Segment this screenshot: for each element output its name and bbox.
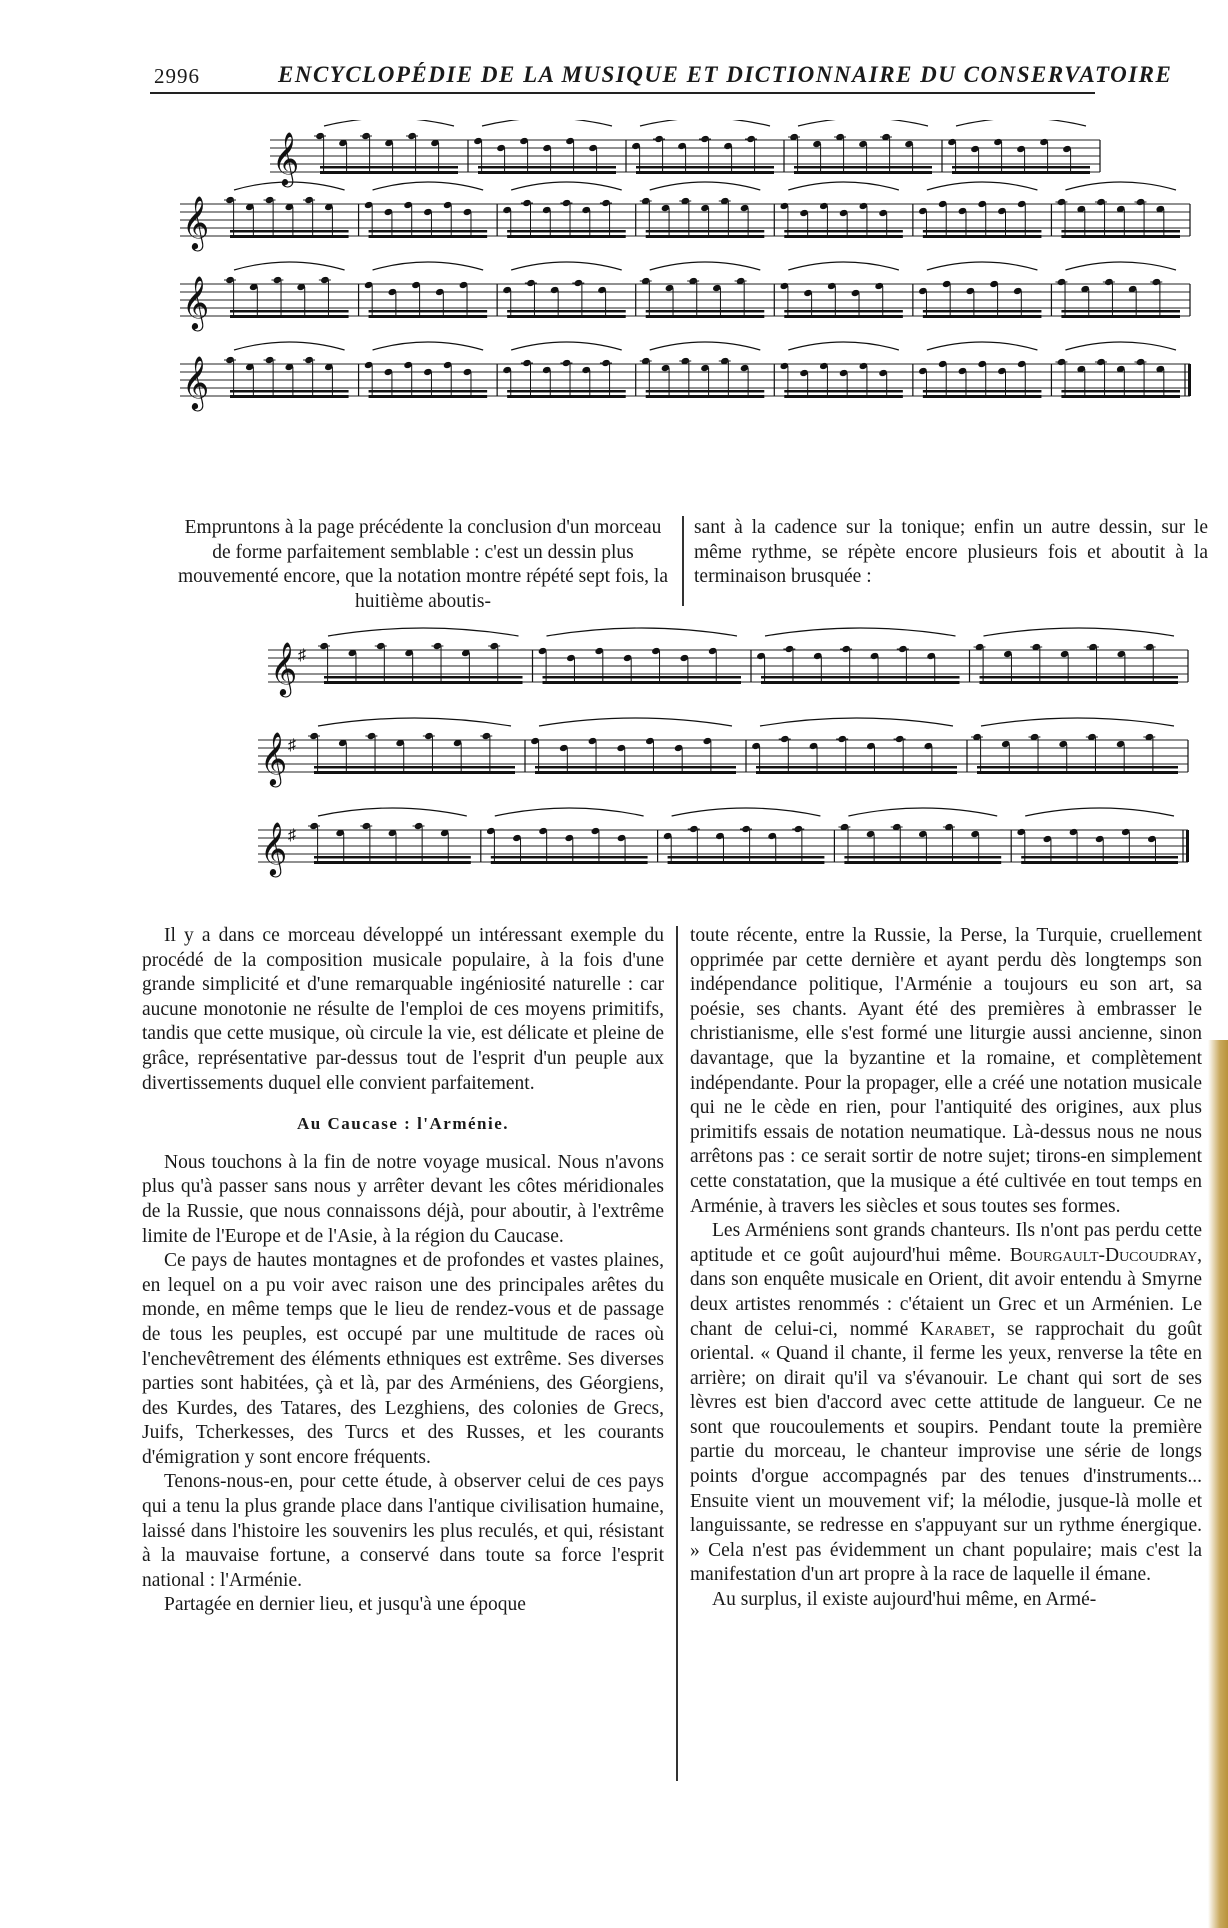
beam [977, 771, 1178, 774]
beam [646, 235, 765, 238]
slur [511, 262, 622, 270]
beam [636, 171, 774, 174]
slur [1065, 182, 1176, 190]
beam [784, 230, 903, 233]
left-paragraph-5: Partagée en dernier lieu, et jusqu'à une époque [164, 1594, 526, 1616]
beam [646, 230, 765, 233]
slur [650, 182, 761, 190]
slur [788, 342, 899, 350]
left-paragraph-3: Ce pays de hautes montagnes et de profondes et vastes plaines, en lequel on a pu voir avec raison une des principales arêtes du monde, en même temps que le lieu de rendez-vous et de passage de tous les peuples, est occupé par une multitude de races où l'enchevêtrement des éléments ethniques est extrême. Ses diverses parties sont habitées, çà et là, par des Arméniens, des Géorgiens, des Kurdes, des Tatares, des Lezghiens, des colonies de Grecs, Juifs, Tcherkesses, des Turcs et des Russes, et les courants d'émigration y sont encore fréquents. [142, 1250, 664, 1468]
slur [511, 182, 622, 190]
key-signature-sharp: ♯ [288, 827, 296, 844]
intro-column-divider [682, 516, 684, 606]
music-example-1 [180, 120, 1210, 490]
author-name: Bourgault-Ducoudray [1009, 1244, 1198, 1266]
beam [369, 390, 488, 393]
slur [1065, 342, 1176, 350]
right-paragraph-1: toute récente, entre la Russie, la Perse, la Turquie, cruellement opprimée par cette dernière et ayant perdu dès longtemps son indépendance politique, l'Arménie a toujours eu son art, sa poésie, ses chants. Ayant été des premières à embrasser le christianisme, elle s'est formé une liturgie aussi ancienne, sinon davantage, que la byzantine et la romaine, et complètement indépendante. Pour la propager, elle a créé une notation musicale qui ne le cède en rien, pour l'antiquité des origines, aux plus primitifs essais de notation neumatique. Là-dessus nous ne nous arrêtons pas : ce serait sortir de notre sujet; tirons-en simplement cette constatation, que la musique a été cultivée en tout temps en Arménie, à travers les siècles et sous toutes ses formes. [690, 925, 1202, 1217]
beam [230, 235, 349, 238]
final-bar-line [1186, 830, 1189, 862]
left-paragraph-4: Tenons-nous-en, pour cette étude, à observer celui de ces pays qui a tenu la plus grande place dans l'antique civilisation humaine, laissé dans l'histoire les souvenirs les plus reculés, et qui, résistant à la mauvaise fortune, a conservé dans toute sa force l'esprit national : l'Arménie. [142, 1471, 664, 1591]
beam [369, 315, 488, 318]
beam [230, 315, 349, 318]
treble-clef-icon: 𝄞 [260, 821, 288, 875]
intro-right-column [694, 516, 1208, 590]
beam [1061, 390, 1180, 393]
beam [1021, 856, 1178, 859]
slur [328, 628, 519, 636]
beam [923, 310, 1042, 313]
beam [314, 766, 515, 769]
slur [373, 182, 484, 190]
beam [491, 861, 648, 864]
beam [952, 171, 1090, 174]
running-header [150, 62, 1173, 94]
beam [369, 310, 488, 313]
beam [761, 681, 960, 684]
beam [230, 390, 349, 393]
treble-clef-icon: 𝄞 [182, 195, 210, 249]
slur [539, 718, 732, 726]
slur [324, 120, 454, 126]
beam [784, 395, 903, 398]
slur [927, 342, 1038, 350]
slur [373, 262, 484, 270]
beam [369, 230, 488, 233]
beam [543, 681, 742, 684]
staff [180, 182, 1190, 251]
treble-clef-icon: 𝄞 [182, 355, 210, 409]
beam [923, 315, 1042, 318]
key-signature-sharp: ♯ [298, 647, 306, 664]
beam [314, 771, 515, 774]
treble-clef-icon: 𝄞 [270, 641, 298, 695]
treble-clef-icon: 𝄞 [272, 131, 300, 185]
beam [646, 315, 765, 318]
treble-clef-icon: 𝄞 [260, 731, 288, 785]
beam [784, 310, 903, 313]
beam [923, 390, 1042, 393]
right-paragraph-2-start: Les Arméniens sont grands chanteurs. Ils n'ont pas perdu cette aptitude et ce goût aujourd'hui même. [690, 1220, 1202, 1266]
intro-left-text: Empruntons à la page précédente la conclusion d'un morceau de forme parfaitement semblable : c'est un dessin plus mouvementé encore, que la notation montre répété sept fois, la huitième aboutis- [177, 517, 669, 612]
slur [848, 808, 997, 816]
beam [478, 166, 616, 169]
left-paragraph-1: Il y a dans ce morceau développé un intéressant exemple du procédé de la composition musicale populaire, à la fois d'une grande simplicité et d'une remarquable ingéniosité naturelle : car aucune monotonie ne résulte de l'emploi de ces moyens primitifs, tandis que cette musique, où circule la vie, est délicate et pleine de grâce, représentative par-dessus tout de l'esprit d'un peuple aux divertissements duquel elle convient parfaitement. [142, 925, 664, 1094]
beam [980, 681, 1179, 684]
right-paragraph-2-end: , se rapprochait du goût oriental. « Quand il chante, il ferme les yeux, renverse la tête en arrière; on dirait qu'il va s'évanouir. Le chant qui sort de ses lèvres est bien d'accord avec cette attitude de langueur. Ce ne sont que roucoulements et soupirs. Pendant toute la première partie du morceau, le chanteur improvise une série de longs points d'orgue accompagnés par des tenues d'instruments... Ensuite vient un mouvement vif; la mélodie, jusque-là molle et languissante, se redresse en s'appuyant sur un rythme énergique. » Cela n'est pas évidemment un chant populaire; mais c'est la manifestation d'un art propre à la race de laquelle il émane. [690, 1318, 1203, 1586]
beam [980, 676, 1179, 679]
slur [373, 342, 484, 350]
beam [535, 771, 736, 774]
beam [543, 676, 742, 679]
slur [1025, 808, 1174, 816]
beam [844, 856, 1001, 859]
beam [646, 390, 765, 393]
beam [369, 235, 488, 238]
staff [258, 808, 1189, 877]
beam [646, 310, 765, 313]
beam [507, 390, 626, 393]
beam [320, 171, 458, 174]
beam [478, 171, 616, 174]
staff [258, 718, 1188, 787]
beam [314, 861, 471, 864]
beam [756, 766, 957, 769]
beam [1021, 861, 1178, 864]
slur [650, 262, 761, 270]
staff [268, 628, 1188, 697]
slur [765, 628, 956, 636]
slur [234, 342, 345, 350]
staff [180, 262, 1190, 331]
slur [650, 342, 761, 350]
beam [794, 171, 932, 174]
left-paragraph-2: Nous touchons à la fin de notre voyage musical. Nous n'avons plus qu'à passer sans nous y arrêter devant les côtes méridionales de la Russie, que nous connaissons déjà, pour aboutir, à l'extrême limite de l'Europe et de l'Asie, à la région du Caucase. [142, 1151, 664, 1247]
beam [1061, 395, 1180, 398]
beam [230, 230, 349, 233]
slur [956, 120, 1086, 126]
beam [324, 676, 523, 679]
slur [482, 120, 612, 126]
beam [1061, 230, 1180, 233]
beam [507, 310, 626, 313]
slur [234, 262, 345, 270]
intro-right-text: sant à la cadence sur la tonique; enfin un autre dessin, sur le même rythme, se répète encore plusieurs fois et aboutit à la terminaison brusquée : [694, 517, 1208, 588]
singer-name: Karabet [920, 1318, 991, 1340]
beam [761, 676, 960, 679]
slur [927, 182, 1038, 190]
beam [507, 315, 626, 318]
beam [668, 856, 825, 859]
beam [784, 315, 903, 318]
slur [318, 718, 511, 726]
right-column [690, 924, 1202, 1613]
slur [788, 182, 899, 190]
beam [1061, 310, 1180, 313]
beam [784, 235, 903, 238]
treble-clef-icon: 𝄞 [182, 275, 210, 329]
slur [640, 120, 770, 126]
beam [324, 681, 523, 684]
beam [1061, 315, 1180, 318]
beam [646, 395, 765, 398]
beam [230, 395, 349, 398]
body-column-divider [676, 926, 678, 1781]
beam [784, 390, 903, 393]
page-edge-shadow [1208, 1040, 1228, 1928]
music-notation-example-1 [180, 120, 1210, 490]
section-title: Au Caucase : l'Arménie. [296, 1114, 510, 1134]
slur [511, 342, 622, 350]
slur [927, 262, 1038, 270]
beam [314, 856, 471, 859]
beam [507, 230, 626, 233]
left-column [142, 924, 664, 1618]
beam [230, 310, 349, 313]
beam [369, 395, 488, 398]
beam [952, 166, 1090, 169]
right-paragraph-2 [690, 1219, 1202, 1588]
slur [318, 808, 467, 816]
page-number: 2996 [154, 64, 200, 88]
music-notation-example-2 [258, 620, 1198, 890]
slur [984, 628, 1175, 636]
beam [923, 235, 1042, 238]
beam [507, 395, 626, 398]
final-bar-line [1188, 364, 1191, 396]
intro-left-column [176, 516, 670, 614]
slur [495, 808, 644, 816]
beam [923, 395, 1042, 398]
slur [981, 718, 1174, 726]
running-title: ENCYCLOPÉDIE DE LA MUSIQUE ET DICTIONNAIRE DU CONSERVATOIRE [278, 62, 1173, 87]
slur [788, 262, 899, 270]
beam [491, 856, 648, 859]
beam [844, 861, 1001, 864]
beam [977, 766, 1178, 769]
staff [180, 342, 1191, 411]
beam [636, 166, 774, 169]
beam [923, 230, 1042, 233]
slur [760, 718, 953, 726]
right-paragraph-3: Au surplus, il existe aujourd'hui même, en Armé- [712, 1589, 1097, 1611]
beam [794, 166, 932, 169]
slur [672, 808, 821, 816]
slur [1065, 262, 1176, 270]
beam [320, 166, 458, 169]
beam [507, 235, 626, 238]
slur [547, 628, 738, 636]
beam [1061, 235, 1180, 238]
beam [535, 766, 736, 769]
beam [668, 861, 825, 864]
right-paragraph-2-middle: , dans son enquête musicale en Orient, dit avoir entendu à Smyrne deux artistes renommés : c'étaient un Grec et un Arménien. Le chant de celui-ci, nommé [690, 1244, 1202, 1340]
key-signature-sharp: ♯ [288, 737, 296, 754]
staff [270, 120, 1100, 187]
slur [798, 120, 928, 126]
music-example-2 [258, 620, 1198, 890]
beam [756, 771, 957, 774]
